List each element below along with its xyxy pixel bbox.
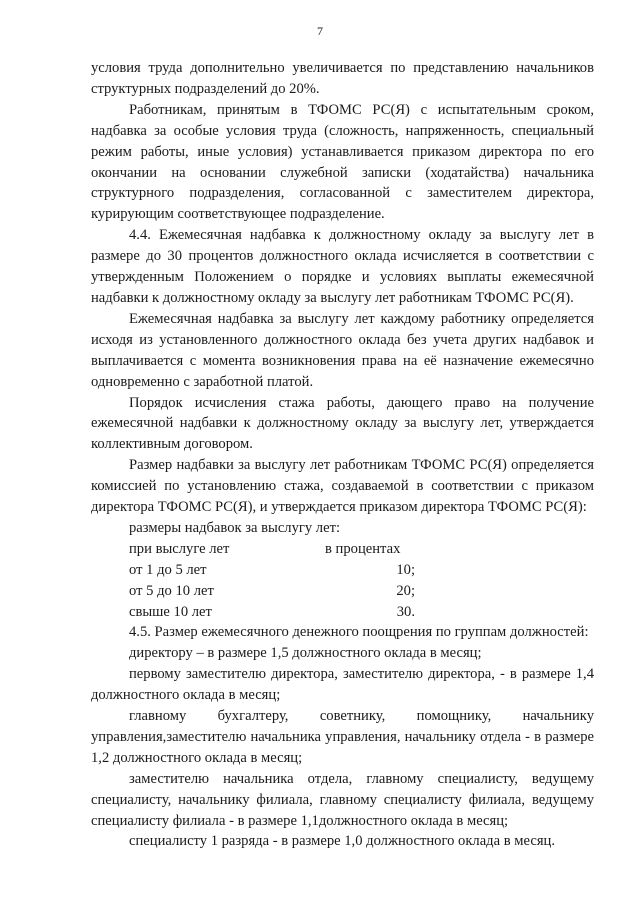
caption-text: размеры надбавок за выслугу лет: bbox=[129, 519, 341, 536]
seniority-table bbox=[91, 518, 594, 622]
paragraph: главному бухгалтеру, советнику, помощнику, начальнику управления,заместителю начальника управления, начальнику отдела - в размере 1,2 должностного оклада в месяц; bbox=[91, 708, 594, 766]
document-body bbox=[91, 58, 594, 852]
paragraph: первому заместителю директора, заместителю директора, - в размере 1,4 должностного оклада в месяц; bbox=[91, 666, 594, 704]
table-row bbox=[91, 581, 594, 602]
paragraph: Порядок исчисления стажа работы, дающего право на получение ежемесячной надбавки к должностному окладу за выслугу лет, утверждается коллективным договором. bbox=[91, 394, 594, 453]
paragraph: заместителю начальника отдела, главному специалисту, ведущему специалисту, начальнику филиала, главному специалисту филиала, ведущему специалисту филиала - в размере 1,1должностного оклада в месяц; bbox=[91, 770, 594, 829]
row-years: свыше 10 лет bbox=[129, 603, 212, 620]
header-percent: в процентах bbox=[325, 540, 401, 557]
page-number: 7 bbox=[317, 24, 323, 38]
row-years: от 1 до 5 лет bbox=[129, 561, 207, 578]
row-percent: 30. bbox=[396, 603, 415, 620]
table-row bbox=[91, 560, 594, 581]
header-years: при выслуге лет bbox=[129, 540, 230, 557]
paragraph: условия труда дополнительно увеличивается по представлению начальников структурных подразделений до 20%. bbox=[91, 60, 594, 97]
paragraph: Ежемесячная надбавка за выслугу лет каждому работнику определяется исходя из установленного должностного оклада без учета других надбавок и выплачивается с момента возникновения права на её назначение ежемесячно одновременно с заработной платой. bbox=[91, 310, 594, 390]
seniority-table-header bbox=[91, 539, 594, 560]
seniority-table-caption bbox=[91, 518, 594, 539]
row-years: от 5 до 10 лет bbox=[129, 582, 214, 599]
table-row bbox=[91, 602, 594, 623]
paragraph: директору – в размере 1,5 должностного оклада в месяц; bbox=[129, 645, 482, 662]
row-percent: 20; bbox=[396, 582, 415, 599]
paragraph: специалисту 1 разряда - в размере 1,0 должностного оклада в месяц. bbox=[129, 833, 555, 850]
paragraph-section-4-4: 4.4. Ежемесячная надбавка к должностному окладу за выслугу лет в размере до 30 процентов должностного оклада исчисляется в соответствии с утвержденным Положением о порядке и условиях выплаты ежемесячной надбавки к должностному окладу за выслугу лет работникам ТФОМС РС(Я). bbox=[91, 227, 594, 306]
paragraph-section-4-5: 4.5. Размер ежемесячного денежного поощрения по группам должностей: bbox=[129, 624, 589, 641]
paragraph: Размер надбавки за выслугу лет работникам ТФОМС РС(Я) определяется комиссией по установлению стажа, создаваемой в соответствии с приказом директора ТФОМС РС(Я), и утверждается приказом директора ТФОМС РС(Я): bbox=[91, 457, 594, 516]
row-percent: 10; bbox=[396, 561, 415, 578]
paragraph: Работникам, принятым в ТФОМС РС(Я) с испытательным сроком, надбавка за особые условия труда (сложность, напряженность, специальный режим работы, иные условия) устанавливается приказом директора по его окончании на основании служебной записки (ходатайства) начальника структурного подразделения, согласованной с заместителем директора, курирующим соответствующее подразделение. bbox=[91, 101, 594, 223]
